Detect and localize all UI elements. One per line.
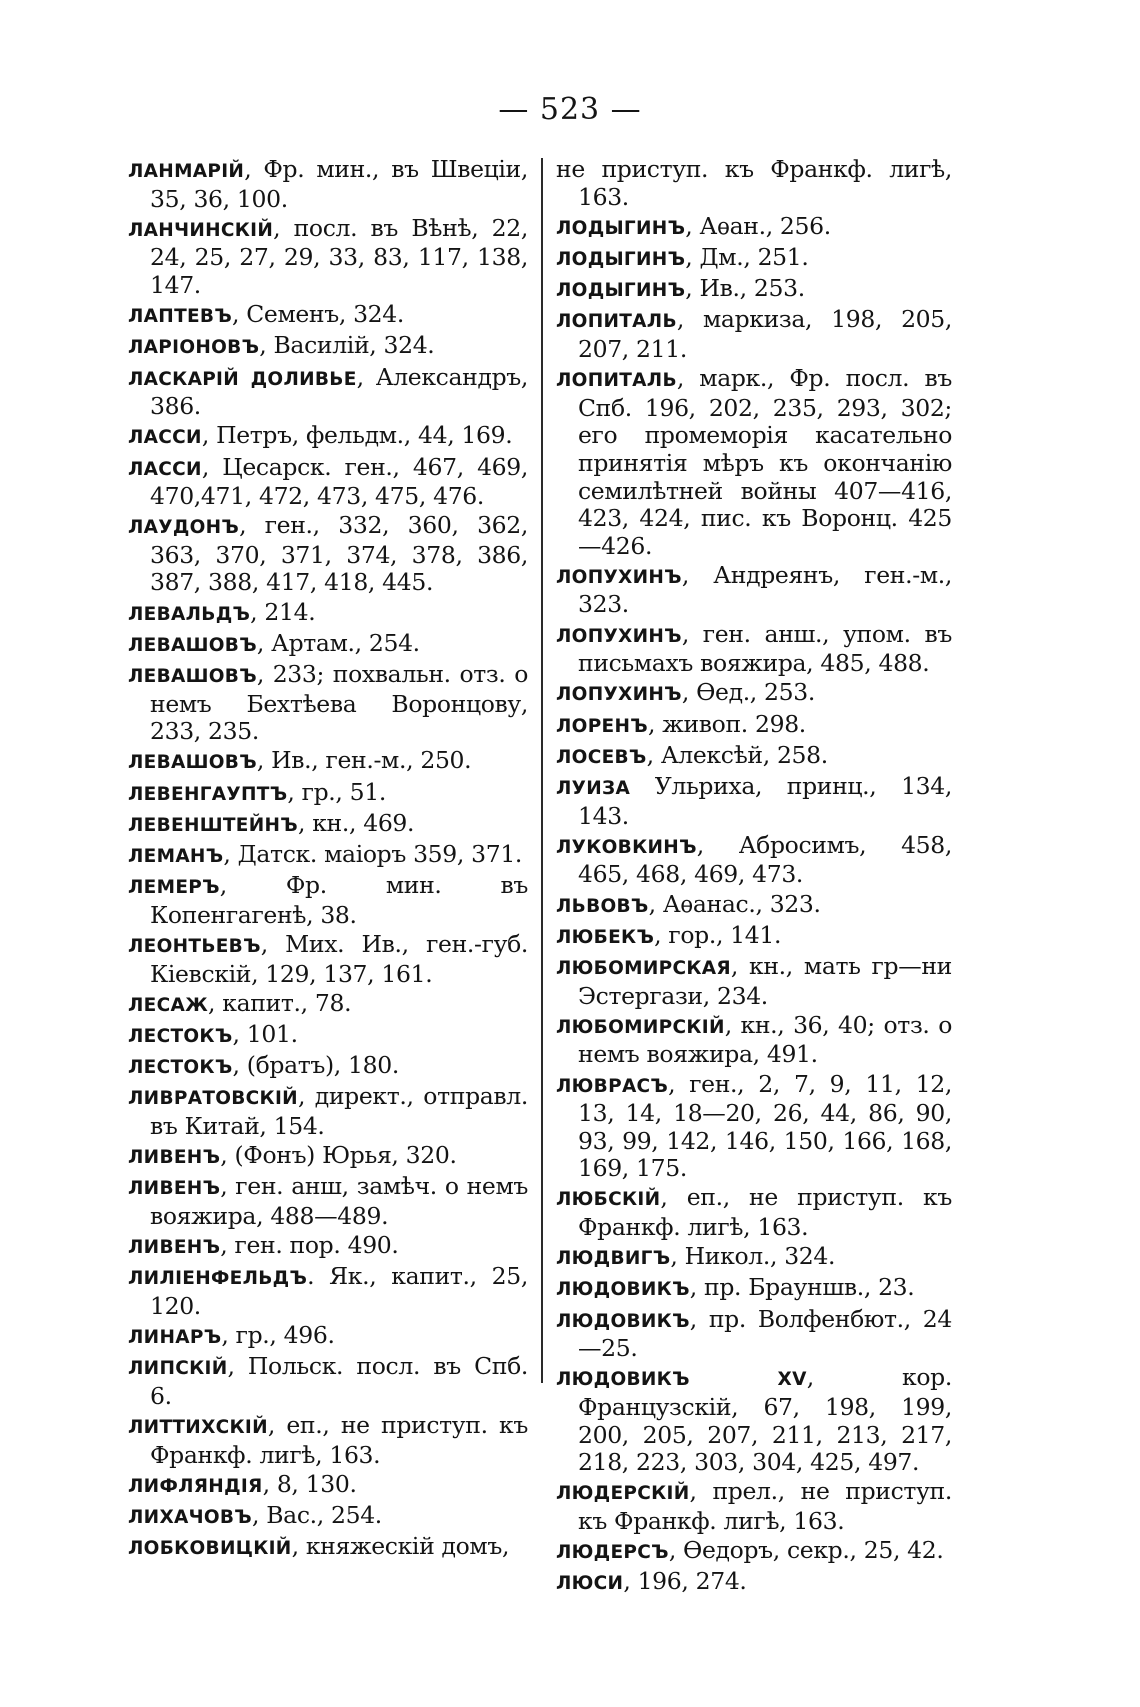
- index-entry: [556, 742, 952, 772]
- entry-text: , пр. Брауншв., 23.: [689, 1273, 915, 1302]
- entry-headword: ЛАНМАРІЙ: [128, 161, 245, 182]
- index-entry: [128, 1232, 528, 1262]
- index-entry: [128, 747, 528, 777]
- entry-text: , княжескій домъ,: [291, 1532, 510, 1561]
- index-entry: [556, 711, 952, 741]
- entry-text: , капит., 78.: [208, 988, 352, 1017]
- entry-headword: ЛЮДОВИКЪ: [556, 1279, 690, 1301]
- entry-text: , кн., мать гр—ни Эстергази, 234.: [578, 951, 952, 1010]
- entry-headword: ЛИНАРЪ: [128, 1327, 222, 1348]
- index-entry: [128, 215, 528, 300]
- entry-headword: ЛЬВОВЪ: [556, 895, 649, 917]
- entry-headword: ЛЮДЕРСКІЙ: [556, 1483, 690, 1505]
- entry-text: , Петръ, фельдм., 44, 169.: [201, 421, 513, 450]
- index-entry: [128, 454, 528, 511]
- entry-headword: ЛЮДВИГЪ: [556, 1248, 671, 1270]
- index-entry: [128, 1052, 528, 1082]
- entry-headword: ЛИХАЧОВЪ: [128, 1506, 252, 1528]
- index-entry: [128, 301, 528, 331]
- index-entry: [556, 1274, 952, 1304]
- index-entry: [128, 810, 528, 840]
- index-entry: [128, 1021, 528, 1051]
- entry-text: , гр., 51.: [287, 777, 386, 806]
- index-entry: [128, 661, 528, 746]
- entry-text: , Ив., ген.-м., 250.: [256, 746, 472, 775]
- entry-headword: ЛЮБЕКЪ: [556, 926, 655, 948]
- entry-text: , марк., Фр. посл. въ Спб. 196, 202, 235, 293, 302; его промеморія касательно принятія мѣръ къ окончанію семилѣтней войны 407—416, 423, 424, пис. къ Воронц. 425—426.: [578, 364, 952, 560]
- entry-headword: ЛОПУХИНЪ: [556, 566, 682, 588]
- entry-headword: ЛЮСИ: [556, 1573, 624, 1595]
- entry-text: , 214.: [250, 597, 316, 626]
- entry-headword: ЛАПТЕВЪ: [128, 306, 233, 328]
- entry-headword: ЛЕСТОКЪ: [128, 1057, 233, 1079]
- entry-text: , кор. Французскій, 67, 198, 199, 200, 205, 207, 211, 213, 217, 218, 223, 303, 304, 425, 497.: [578, 1363, 952, 1477]
- entry-headword: ЛАСКАРІЙ ДОЛИВЬЕ: [128, 368, 357, 390]
- entry-headword: ЛЕСТОКЪ: [128, 1025, 233, 1047]
- entry-text: , Дм., 251.: [685, 242, 809, 271]
- index-entry: [128, 1471, 528, 1501]
- entry-headword: ЛЕМАНЪ: [128, 845, 224, 867]
- index-entry: [128, 630, 528, 660]
- entry-text: , пр. Волфенбют., 24—25.: [578, 1304, 952, 1363]
- index-entry: [128, 1263, 528, 1320]
- index-entry: [556, 773, 952, 830]
- index-entry: [128, 1502, 528, 1532]
- entry-text: , Семенъ, 324.: [232, 300, 405, 329]
- index-entry: [128, 1142, 528, 1172]
- entry-text: , 233; похвальн. отз. о немъ Бехтѣева Воронцову, 233, 235.: [150, 660, 528, 746]
- entry-text: не приступ. къ Франкф. лигѣ, 163.: [556, 155, 952, 211]
- index-entry: [128, 841, 528, 871]
- entry-text: , Цесарск. ген., 467, 469, 470,471, 472, 473, 475, 476.: [150, 452, 528, 511]
- entry-headword: ЛИПСКІЙ: [128, 1358, 228, 1380]
- index-entry: [556, 1243, 952, 1273]
- index-entry: [556, 621, 952, 678]
- entry-text: , ген. анш, замѣч. о немъ вояжира, 488—489.: [150, 1172, 528, 1230]
- index-entry: [128, 1533, 528, 1563]
- entry-headword: ЛИВРАТОВСКІЙ: [128, 1088, 298, 1110]
- entry-headword: ЛИВЕНЪ: [128, 1237, 221, 1259]
- index-entry: [556, 679, 952, 709]
- entry-text: , Датск. маіоръ 359, 371.: [223, 839, 523, 868]
- entry-text: , Василій, 324.: [259, 331, 435, 360]
- index-entry: [128, 931, 528, 988]
- entry-text: , директ., отправл. въ Китай, 154.: [150, 1082, 528, 1140]
- entry-text: , Абросимъ, 458, 465, 468, 469, 473.: [578, 830, 952, 889]
- index-entry: [128, 1353, 528, 1410]
- entry-text: , Фр. мин. въ Копенгагенѣ, 38.: [150, 871, 528, 929]
- index-entry: [128, 1412, 528, 1469]
- entry-text: , Никол., 324.: [670, 1242, 836, 1271]
- entry-headword: ЛЕВЕНШТЕЙНЪ: [128, 814, 298, 836]
- index-entry: [128, 990, 528, 1020]
- entry-headword: ЛОДЫГИНЪ: [556, 248, 686, 270]
- index-entry: [128, 332, 528, 362]
- entry-headword: ЛЕСАЖ: [128, 994, 209, 1016]
- index-entry: [128, 422, 528, 452]
- index-entry: [556, 832, 952, 889]
- entry-text: , Мих. Ив., ген.-губ. Кіевскій, 129, 137, 161.: [150, 929, 528, 988]
- entry-text: , живоп. 298.: [647, 709, 806, 738]
- entry-text: , маркиза, 198, 205, 207, 211.: [578, 305, 952, 363]
- entry-text: , (Фонъ) Юрья, 320.: [220, 1141, 457, 1170]
- entry-text: , Ѳедоръ, секр., 25, 42.: [668, 1536, 944, 1565]
- index-entry: [128, 512, 528, 597]
- entry-headword: ЛЕВАШОВЪ: [128, 752, 257, 774]
- entry-text: , посл. въ Вѣнѣ, 22, 24, 25, 27, 29, 33, 83, 117, 138, 147.: [150, 213, 528, 299]
- entry-headword: ЛОДЫГИНЪ: [556, 280, 686, 302]
- entry-text: . Як., капит., 25, 120.: [150, 1262, 528, 1320]
- index-entry: [128, 1173, 528, 1230]
- entry-headword: ЛЕВАШОВЪ: [128, 634, 257, 656]
- entry-text: , (братъ), 180.: [232, 1051, 399, 1080]
- entry-headword: ЛАУДОНЪ: [128, 517, 240, 539]
- entry-text: , еп., не приступ. къ Франкф. лигѣ, 163.: [150, 1410, 528, 1469]
- entry-headword: ЛОПУХИНЪ: [556, 625, 682, 647]
- index-entry: [128, 872, 528, 929]
- entry-headword: ЛЕВАШОВЪ: [128, 666, 257, 688]
- entry-text: , ген., 332, 360, 362, 363, 370, 371, 374, 378, 386, 387, 388, 417, 418, 445.: [150, 511, 528, 597]
- index-entry: [556, 306, 952, 363]
- index-entry: [556, 1568, 952, 1598]
- entry-text: , еп., не приступ. къ Франкф. лигѣ, 163.: [578, 1183, 952, 1242]
- entry-text: , Андреянъ, ген.-м., 323.: [578, 560, 952, 619]
- entry-text: , 101.: [232, 1019, 298, 1048]
- entry-text: , ген. анш., упом. въ письмахъ вояжира, 485, 488.: [578, 619, 952, 678]
- entry-text: , Ив., 253.: [685, 274, 805, 303]
- index-entry: [128, 779, 528, 809]
- entry-text: , 8, 130.: [262, 1469, 357, 1498]
- index-entry: [556, 1184, 952, 1241]
- entry-text: , гор., 141.: [654, 920, 782, 949]
- entry-text: , гр., 496.: [221, 1321, 335, 1349]
- entry-headword: ЛЕОНТЬЕВЪ: [128, 935, 261, 957]
- entry-headword: ЛОСЕВЪ: [556, 746, 647, 768]
- entry-text: , прел., не приступ. къ Франкф. лигѣ, 163.: [578, 1477, 952, 1535]
- entry-text: , кн., 469.: [297, 808, 415, 837]
- index-entry: [128, 1322, 528, 1352]
- entry-headword: ЛУКОВКИНЪ: [556, 836, 697, 858]
- entry-headword: ЛИВЕНЪ: [128, 1178, 221, 1200]
- entry-headword: ЛЮБСКІЙ: [556, 1189, 661, 1211]
- index-entry: [556, 891, 952, 921]
- right-column: [556, 156, 952, 1600]
- index-entry: [128, 364, 528, 421]
- entry-headword: ЛОДЫГИНЪ: [556, 217, 686, 239]
- entry-text: , Алексѣй, 258.: [646, 740, 828, 769]
- entry-headword: ЛИТТИХСКІЙ: [128, 1416, 268, 1438]
- entry-headword: ЛОПИТАЛЬ: [556, 370, 677, 392]
- entry-headword: ЛОПУХИНЪ: [556, 684, 682, 706]
- entry-headword: ЛУИЗА: [556, 778, 631, 799]
- index-entry: [556, 922, 952, 952]
- entry-text: , Александръ, 386.: [150, 362, 528, 421]
- entry-headword: ЛАРІОНОВЪ: [128, 337, 260, 359]
- index-entry: [556, 275, 952, 305]
- index-entry: [556, 1071, 952, 1183]
- entry-headword: ЛОПИТАЛЬ: [556, 311, 677, 333]
- entry-headword: ЛЮБОМИРСКІЙ: [556, 1016, 725, 1038]
- entry-headword: ЛЮДОВИКЪ: [556, 1310, 690, 1332]
- index-entry: [556, 1306, 952, 1363]
- entry-text: , Аѳанас., 323.: [648, 889, 821, 918]
- page-number: — 523 —: [498, 92, 642, 127]
- left-column: [128, 156, 528, 1564]
- index-entry: [556, 365, 952, 560]
- entry-text: , Польск. посл. въ Спб. 6.: [150, 1352, 528, 1410]
- index-entry: [556, 1537, 952, 1567]
- index-entry: [556, 562, 952, 619]
- index-entry: [128, 1083, 528, 1140]
- index-entry: [556, 244, 952, 274]
- index-entry: [128, 599, 528, 629]
- entry-text: , Фр. мин., въ Швеціи, 35, 36, 100.: [150, 155, 528, 213]
- entry-headword: ЛЕМЕРЪ: [128, 877, 220, 899]
- column-divider: [541, 158, 543, 1383]
- index-entry: [556, 953, 952, 1010]
- entry-text: , Ѳед., 253.: [681, 678, 815, 707]
- entry-headword: ЛОРЕНЪ: [556, 715, 648, 737]
- index-entry: [556, 156, 952, 211]
- index-entry: [556, 1012, 952, 1069]
- entry-headword: ЛЮБОМИРСКАЯ: [556, 957, 731, 979]
- entry-headword: ЛОБКОВИЦКІЙ: [128, 1538, 292, 1560]
- entry-text: , кн., 36, 40; отз. о немъ вояжира, 491.: [578, 1010, 952, 1069]
- entry-text: , Аѳан., 256.: [685, 211, 831, 240]
- index-entry: [556, 1364, 952, 1476]
- index-entry: [128, 156, 528, 213]
- entry-headword: ЛИВЕНЪ: [128, 1147, 221, 1169]
- entry-text: , 196, 274.: [623, 1567, 747, 1596]
- entry-text: Ульриха, принц., 134, 143.: [578, 772, 952, 830]
- entry-headword: ЛАНЧИНСКІЙ: [128, 219, 274, 241]
- entry-headword: ЛАССИ: [128, 427, 202, 449]
- entry-headword: ЛЮДЕРСЪ: [556, 1542, 669, 1564]
- entry-headword: ЛИФЛЯНДІЯ: [128, 1475, 263, 1497]
- entry-headword: ЛИЛІЕНФЕЛЬДЪ: [128, 1268, 308, 1290]
- entry-headword: ЛЕВАЛЬДЪ: [128, 603, 251, 625]
- entry-text: , Вас., 254.: [252, 1500, 382, 1529]
- entry-text: , Артам., 254.: [256, 628, 420, 657]
- entry-headword: ЛЮДОВИКЪ XV: [556, 1369, 807, 1391]
- entry-text: , ген. пор. 490.: [220, 1231, 399, 1260]
- entry-headword: ЛЮВРАСЪ: [556, 1075, 669, 1097]
- entry-headword: ЛАССИ: [128, 458, 202, 480]
- index-entry: [556, 1478, 952, 1535]
- entry-headword: ЛЕВЕНГАУПТЪ: [128, 783, 288, 805]
- entry-text: , ген., 2, 7, 9, 11, 12, 13, 14, 18—20, 26, 44, 86, 90, 93, 99, 142, 146, 150, 166, 168, 169, 175.: [578, 1069, 952, 1183]
- index-entry: [556, 213, 952, 243]
